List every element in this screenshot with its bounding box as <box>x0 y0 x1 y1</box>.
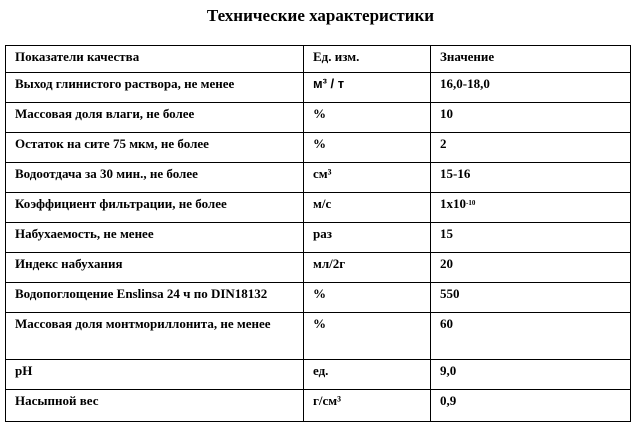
table-row <box>6 103 631 133</box>
unit-cell: % <box>304 283 431 313</box>
header-parameter: Показатели качества <box>6 46 304 73</box>
table-row <box>6 223 631 253</box>
value-cell: 60 <box>431 313 631 360</box>
table-row <box>6 253 631 283</box>
value-base: 1х10 <box>440 196 466 211</box>
parameter-cell: Водопоглощение Enslinsa 24 ч по DIN18132 <box>6 283 304 313</box>
document-title: Технические характеристики <box>206 6 435 25</box>
value-cell: 16,0-18,0 <box>431 73 631 103</box>
value-cell <box>431 193 631 223</box>
table-row <box>6 163 631 193</box>
table-row <box>6 283 631 313</box>
table-row <box>6 360 631 390</box>
value-cell: 2 <box>431 133 631 163</box>
parameter-cell: Коэффициент фильтрации, не более <box>6 193 304 223</box>
header-value: Значение <box>431 46 631 73</box>
value-cell: 0,9 <box>431 390 631 422</box>
unit-cell: % <box>304 103 431 133</box>
value-cell: 550 <box>431 283 631 313</box>
unit-cell: раз <box>304 223 431 253</box>
parameter-cell: Индекс набухания <box>6 253 304 283</box>
unit-cell: ед. <box>304 360 431 390</box>
unit-cell: г/см³ <box>304 390 431 422</box>
parameter-cell: pH <box>6 360 304 390</box>
table-row <box>6 133 631 163</box>
unit-cell: % <box>304 133 431 163</box>
unit-cell: м³ / т <box>304 73 431 103</box>
parameter-cell: Насыпной вес <box>6 390 304 422</box>
parameter-cell: Остаток на сите 75 мкм, не более <box>6 133 304 163</box>
parameter-cell: Массовая доля монтмориллонита, не менее <box>6 313 304 360</box>
unit-cell: мл/2г <box>304 253 431 283</box>
value-cell: 20 <box>431 253 631 283</box>
value-exponent: -10 <box>466 199 476 207</box>
value-cell: 9,0 <box>431 360 631 390</box>
table-row <box>6 193 631 223</box>
table-header-row <box>6 46 631 73</box>
table-row <box>6 390 631 422</box>
unit-cell: м/с <box>304 193 431 223</box>
table-row <box>6 73 631 103</box>
unit-cell: см³ <box>304 163 431 193</box>
parameter-cell: Выход глинистого раствора, не менее <box>6 73 304 103</box>
unit-cell: % <box>304 313 431 360</box>
parameter-cell: Набухаемость, не менее <box>6 223 304 253</box>
table-row <box>6 313 631 360</box>
value-cell: 10 <box>431 103 631 133</box>
value-cell: 15-16 <box>431 163 631 193</box>
specifications-table <box>5 45 631 422</box>
parameter-cell: Массовая доля влаги, не более <box>6 103 304 133</box>
value-cell: 15 <box>431 223 631 253</box>
header-unit: Ед. изм. <box>304 46 431 73</box>
parameter-cell: Водоотдача за 30 мин., не более <box>6 163 304 193</box>
